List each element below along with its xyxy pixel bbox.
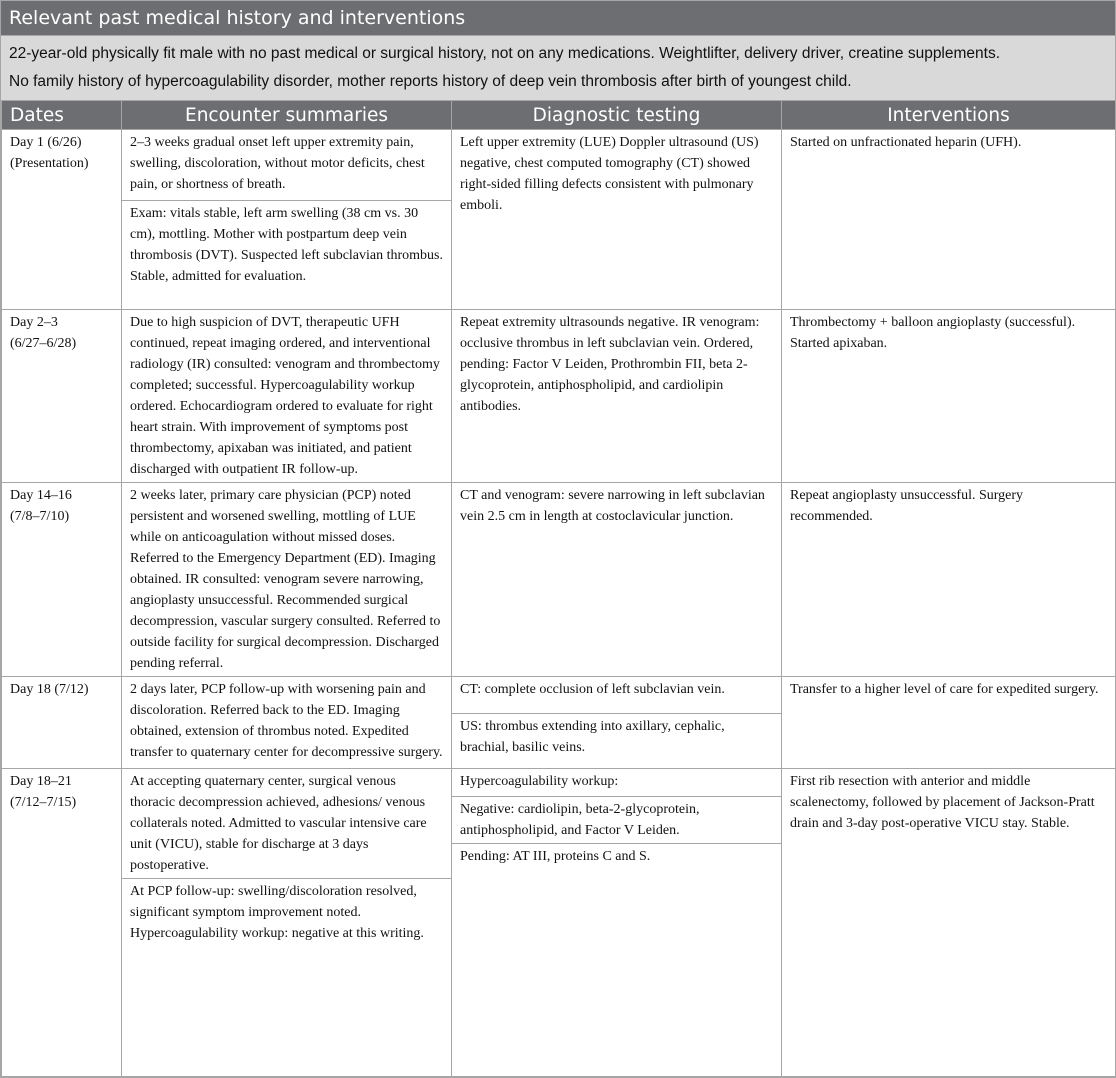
encounter-cell xyxy=(122,483,452,677)
header-dates: Dates xyxy=(2,101,122,130)
table-row xyxy=(2,677,1116,769)
date-line: Day 2–3 xyxy=(10,315,58,330)
table-row xyxy=(2,483,1116,677)
interventions-cell xyxy=(782,483,1116,677)
interventions-entry: Started on unfractionated heparin (UFH). xyxy=(790,135,1022,150)
header-encounter: Encounter summaries xyxy=(122,101,452,130)
interventions-cell xyxy=(782,769,1116,1077)
table-title: Relevant past medical history and interventions xyxy=(1,1,1115,36)
date-line: (7/12–7/15) xyxy=(10,795,77,810)
encounter-entry: 2 days later, PCP follow-up with worsening pain and discoloration. Referred back to the ED. Imaging obtained, extension of thrombus noted. Expedited transfer to quaternary center for decompressive surgery. xyxy=(130,682,443,760)
date-cell xyxy=(2,483,122,677)
table-row xyxy=(2,130,1116,310)
interventions-entry: First rib resection with anterior and middle scalenectomy, followed by placement of Jackson-Pratt drain and 3-day post-operative VICU stay. Stable. xyxy=(790,774,1095,831)
encounter-cell xyxy=(122,769,452,1077)
interventions-cell xyxy=(782,310,1116,483)
diagnostic-entry: US: thrombus extending into axillary, cephalic, brachial, basilic veins. xyxy=(452,713,781,760)
diagnostic-cell xyxy=(452,130,782,310)
interventions-entry: Transfer to a higher level of care for expedited surgery. xyxy=(790,682,1099,697)
header-interventions: Interventions xyxy=(782,101,1116,130)
timeline-table xyxy=(1,101,1116,1077)
date-line: Day 18 (7/12) xyxy=(10,682,89,697)
table-row xyxy=(2,769,1116,1077)
interventions-cell xyxy=(782,677,1116,769)
diagnostic-entry: Pending: AT III, proteins C and S. xyxy=(452,843,781,869)
history-line: 22-year-old physically fit male with no past medical or surgical history, not on any medications. Weightlifter, delivery driver, creatine supplements. xyxy=(9,45,1001,62)
diagnostic-cell xyxy=(452,310,782,483)
history-summary xyxy=(1,36,1115,101)
history-line: No family history of hypercoagulability disorder, mother reports history of deep vein thrombosis after birth of youngest child. xyxy=(9,73,852,90)
table-row xyxy=(2,310,1116,483)
date-line: (6/27–6/28) xyxy=(10,336,77,351)
encounter-entry: At accepting quaternary center, surgical venous thoracic decompression achieved, adhesions/ venous collaterals noted. Admitted to vascular intensive care unit (VICU), stable for discharge at 3 days postoperative. xyxy=(130,774,427,873)
encounter-cell xyxy=(122,310,452,483)
date-line: (Presentation) xyxy=(10,156,89,171)
diagnostic-cell xyxy=(452,769,782,1077)
encounter-cell xyxy=(122,677,452,769)
date-line: Day 14–16 xyxy=(10,488,72,503)
diagnostic-cell xyxy=(452,677,782,769)
header-diagnostic: Diagnostic testing xyxy=(452,101,782,130)
date-cell xyxy=(2,677,122,769)
diagnostic-entry: CT: complete occlusion of left subclavian vein. xyxy=(460,682,725,697)
diagnostic-cell xyxy=(452,483,782,677)
date-line: Day 18–21 xyxy=(10,774,72,789)
header-row xyxy=(2,101,1116,130)
encounter-entry: Exam: vitals stable, left arm swelling (38 cm vs. 30 cm), mottling. Mother with postpartum deep vein thrombosis (DVT). Suspected left subclavian thrombus. Stable, admitted for evaluation. xyxy=(122,200,451,289)
date-line: (7/8–7/10) xyxy=(10,509,70,524)
diagnostic-entry: Hypercoagulability workup: xyxy=(460,774,619,789)
diagnostic-entry: Repeat extremity ultrasounds negative. IR venogram: occlusive thrombus in left subclavian vein. Ordered, pending: Factor V Leiden, Prothrombin FII, beta 2-glycoprotein, antiphospholipid, and cardiolipin antibodies. xyxy=(460,315,760,414)
interventions-entry: Repeat angioplasty unsuccessful. Surgery recommended. xyxy=(790,488,1024,524)
date-line: Day 1 (6/26) xyxy=(10,135,82,150)
encounter-cell xyxy=(122,130,452,310)
encounter-entry: 2–3 weeks gradual onset left upper extremity pain, swelling, discoloration, without motor deficits, chest pain, or shortness of breath. xyxy=(130,135,425,192)
date-cell xyxy=(2,310,122,483)
encounter-entry: 2 weeks later, primary care physician (PCP) noted persistent and worsened swelling, mottling of LUE while on anticoagulation without missed doses. Referred to the Emergency Department (ED). Imaging obtained. IR consulted: venogram severe narrowing, angioplasty unsuccessful. Recommended surgical decompression, vascular surgery consulted. Referred to outside facility for surgical decompression. Discharged pending referral. xyxy=(130,488,441,671)
interventions-cell xyxy=(782,130,1116,310)
encounter-entry: Due to high suspicion of DVT, therapeutic UFH continued, repeat imaging ordered, and interventional radiology (IR) consulted: venogram and thrombectomy completed; successful. Hypercoagulability workup ordered. Echocardiogram ordered to evaluate for right heart strain. With improvement of symptoms post thrombectomy, apixaban was initiated, and patient discharged with outpatient IR follow-up. xyxy=(130,315,440,477)
diagnostic-entry: Left upper extremity (LUE) Doppler ultrasound (US) negative, chest computed tomography (CT) showed right-sided filling defects consistent with pulmonary emboli. xyxy=(460,135,759,213)
diagnostic-entry: Negative: cardiolipin, beta-2-glycoprotein, antiphospholipid, and Factor V Leiden. xyxy=(452,796,781,843)
date-cell xyxy=(2,130,122,310)
encounter-entry: At PCP follow-up: swelling/discoloration resolved, significant symptom improvement noted. Hypercoagulability workup: negative at this writing. xyxy=(122,878,451,946)
interventions-entry: Thrombectomy + balloon angioplasty (successful). Started apixaban. xyxy=(790,315,1076,351)
date-cell xyxy=(2,769,122,1077)
diagnostic-entry: CT and venogram: severe narrowing in left subclavian vein 2.5 cm in length at costoclavicular junction. xyxy=(460,488,765,524)
